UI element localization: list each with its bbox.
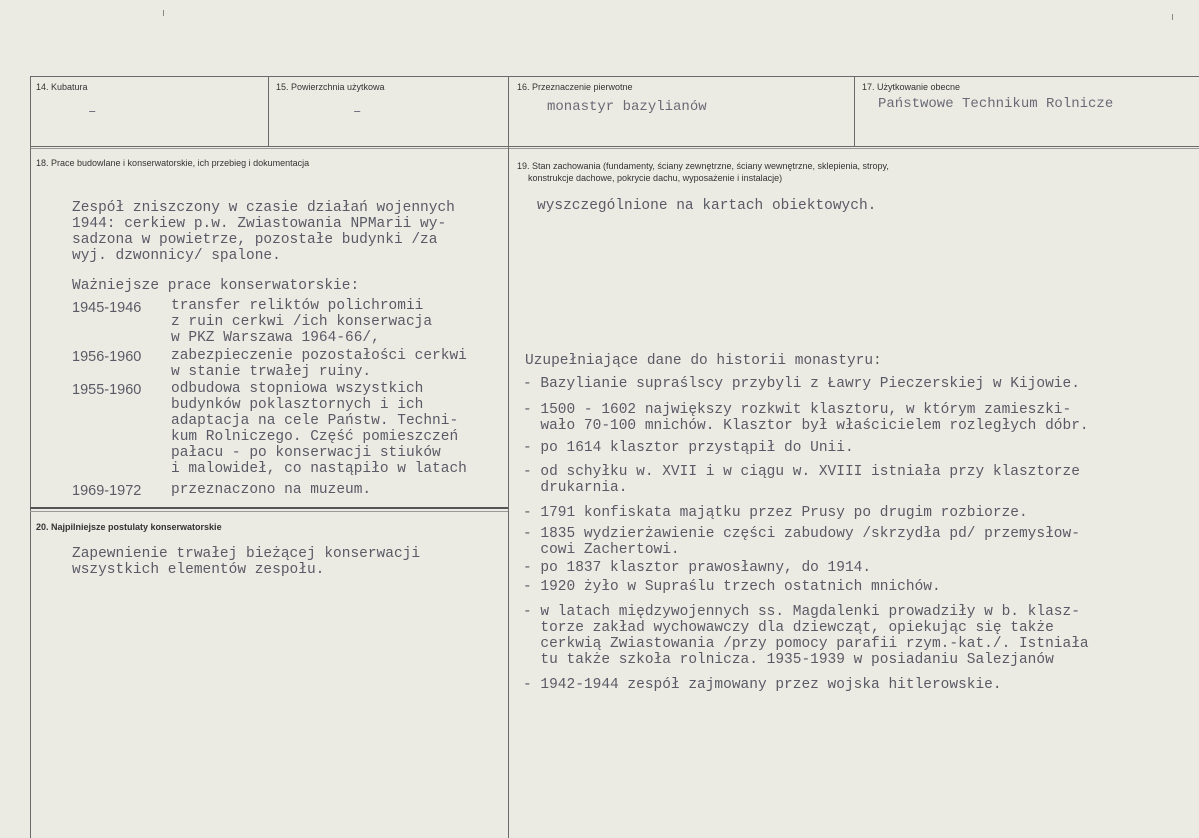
history-item: - Bazylianie supraślscy przybyli z Ławry Pieczerskiej w Kijowie.	[523, 376, 1080, 392]
work-years: 1945-1946	[72, 300, 142, 316]
field-19-value: wyszczególnione na kartach obiektowych.	[537, 198, 877, 214]
field-17-label: 17. Użytkowanie obecne	[862, 82, 961, 92]
row-rule	[30, 146, 1199, 147]
col-rule-center	[508, 76, 509, 838]
field-18-intro: Zespół zniszczony w czasie działań wojennych 1944: cerkiew p.w. Zwiastowania NPMarii wy- sadzona w powietrze, pozostałe budynki /za wyj. dzwonnicy/ spalone.	[72, 200, 455, 264]
field-16-value: monastyr bazylianów	[547, 99, 707, 115]
field-20-value: Zapewnienie trwałej bieżącej konserwacji wszystkich elementów zespołu.	[72, 546, 421, 578]
field-20-label: 20. Najpilniejsze postulaty konserwatorskie	[36, 522, 222, 532]
work-text: zabezpieczenie pozostałości cerkwi w stanie trwałej ruiny.	[171, 348, 467, 380]
field-14-value: –	[88, 104, 97, 120]
history-item: - 1835 wydzierżawienie części zabudowy /skrzydła pd/ przemysłow- cowi Zachertowi.	[523, 526, 1080, 558]
work-text: odbudowa stopniowa wszystkich budynków poklasztornych i ich adaptacja na cele Państw. Techni- kum Rolniczego. Część pomieszczeń pałacu - po konserwacji stiuków i malowideł, co nastąpiło w latach	[171, 381, 467, 477]
history-item: - 1942-1944 zespół zajmowany przez wojska hitlerowskie.	[523, 677, 1002, 693]
col-rule	[854, 76, 855, 146]
section-rule	[30, 507, 508, 509]
history-item: - 1500 - 1602 największy rozkwit klasztoru, w którym zamieszki- wało 70-100 mnichów. Klasztor był właścicielem rozległych dóbr.	[523, 402, 1089, 434]
history-item: - w latach międzywojennych ss. Magdalenki prowadziły w b. klasz- torze zakład wychowawczy dla dziewcząt, opiekując się także cerkwią Zwiastowania /przy pomocy parafii rzym.-kat./. Istniała tu także szkoła rolnicza. 1935-1939 w posiadaniu Salezjanów	[523, 604, 1089, 668]
work-years: 1956-1960	[72, 349, 142, 365]
field-19-label-line2: konstrukcje dachowe, pokrycie dachu, wyposażenie i instalacje)	[528, 173, 783, 183]
history-item: - 1920 żyło w Supraślu trzech ostatnich mnichów.	[523, 579, 941, 595]
work-text: przeznaczono na muzeum.	[171, 482, 372, 498]
field-19-label-line1: 19. Stan zachowania (fundamenty, ściany zewnętrzne, ściany wewnętrzne, sklepienia, stropy,	[517, 161, 889, 171]
field-17-value: Państwowe Technikum Rolnicze	[878, 96, 1114, 112]
history-item: - 1791 konfiskata majątku przez Prusy po drugim rozbiorze.	[523, 505, 1028, 521]
margin-tick	[1172, 14, 1173, 20]
history-heading: Uzupełniające dane do historii monastyru:	[525, 353, 882, 369]
work-years: 1955-1960	[72, 382, 142, 398]
row-rule-double	[30, 148, 1199, 149]
top-rule	[30, 76, 1199, 77]
work-years: 1969-1972	[72, 483, 142, 499]
work-text: transfer reliktów polichromii z ruin cerkwi /ich konserwacja w PKZ Warszawa 1964-66/,	[171, 298, 433, 346]
history-item: - po 1837 klasztor prawosławny, do 1914.	[523, 560, 872, 576]
field-15-value: –	[353, 104, 362, 120]
margin-tick	[163, 10, 164, 16]
section-rule-double	[30, 511, 508, 512]
field-14-label: 14. Kubatura	[36, 82, 88, 92]
field-18-heading: Ważniejsze prace konserwatorskie:	[72, 278, 360, 294]
col-rule	[268, 76, 269, 146]
field-15-label: 15. Powierzchnia użytkowa	[276, 82, 385, 92]
field-16-label: 16. Przeznaczenie pierwotne	[517, 82, 633, 92]
field-18-label: 18. Prace budowlane i konserwatorskie, ich przebieg i dokumentacja	[36, 158, 310, 168]
history-item: - od schyłku w. XVII i w ciągu w. XVIII istniała przy klasztorze drukarnia.	[523, 464, 1080, 496]
left-rule	[30, 76, 31, 838]
history-item: - po 1614 klasztor przystąpił do Unii.	[523, 440, 854, 456]
